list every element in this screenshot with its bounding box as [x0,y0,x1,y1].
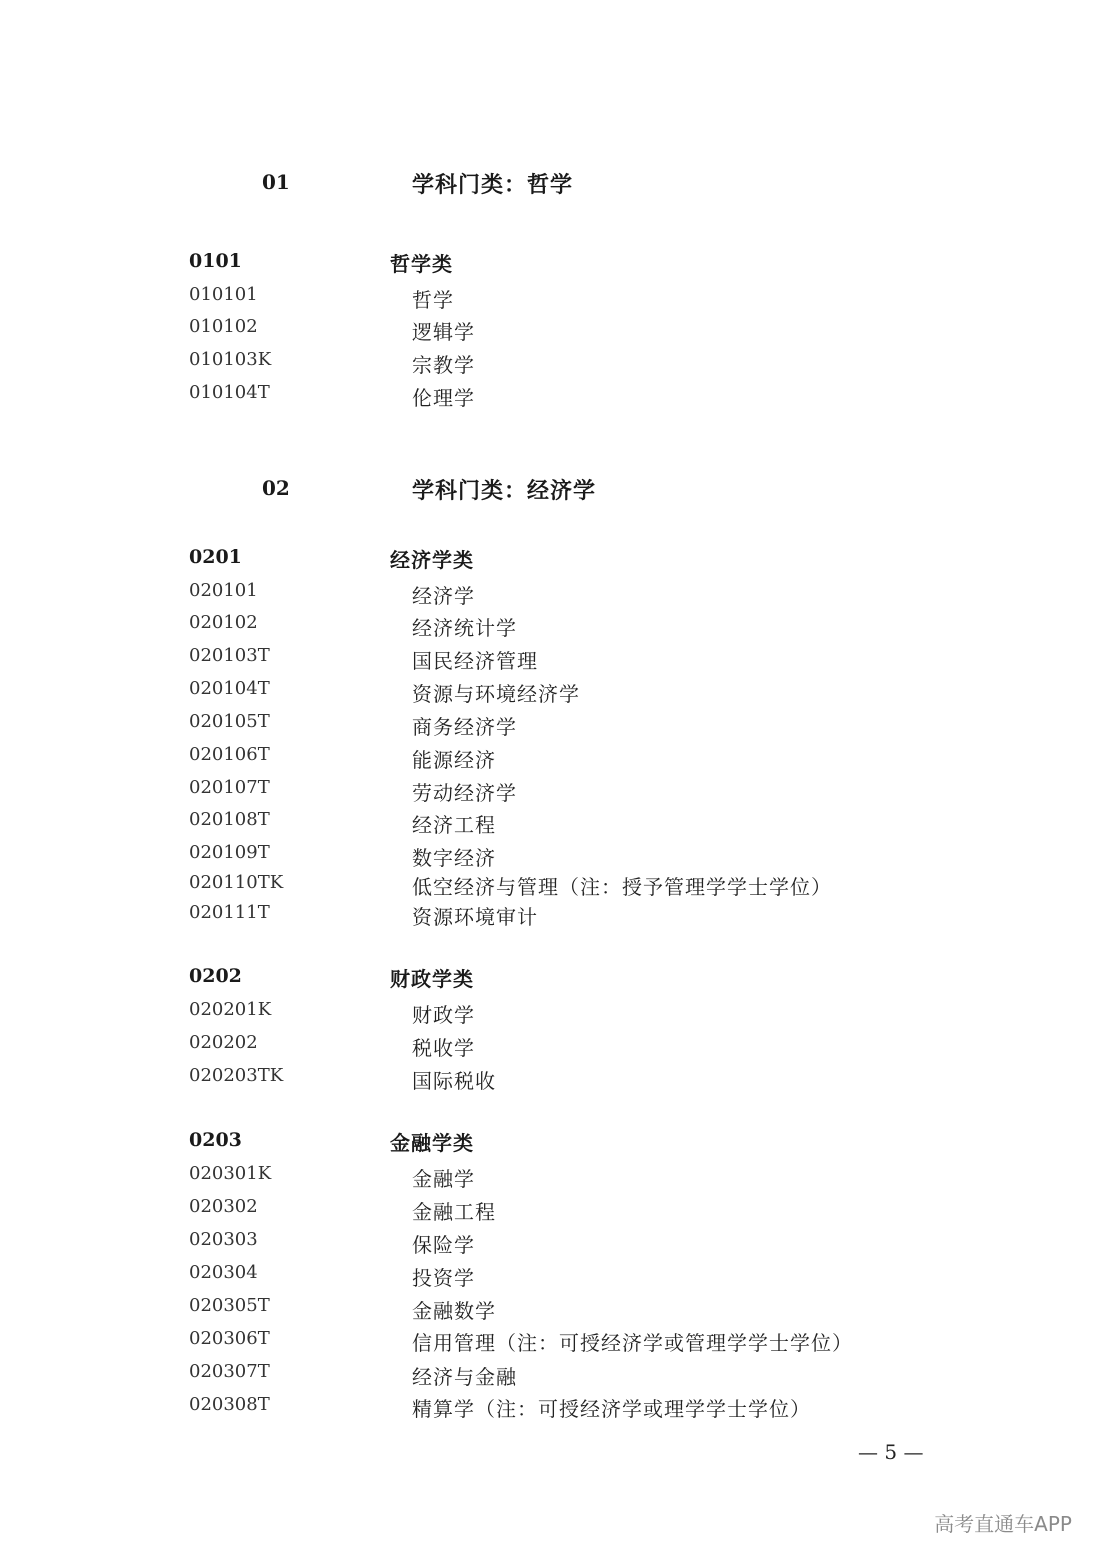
class-name: 哲学类 [390,252,453,276]
major-name: 经济学 [412,584,475,608]
major-code: 020106T [189,744,270,765]
major-name: 金融工程 [412,1200,496,1224]
major-name: 数字经济 [412,846,496,870]
major-code: 010103K [189,349,272,370]
major-name: 资源与环境经济学 [412,682,580,706]
major-code: 020109T [189,842,270,863]
major-code: 020303 [189,1229,258,1250]
watermark: 高考直通车APP [934,1512,1072,1536]
major-code: 020101 [189,580,258,601]
major-name: 伦理学 [412,386,475,410]
major-code: 020201K [189,999,272,1020]
major-name: 经济与金融 [412,1365,517,1389]
major-code: 020105T [189,711,270,732]
major-code: 020305T [189,1295,270,1316]
major-name: 商务经济学 [412,715,517,739]
major-code: 010101 [189,284,258,305]
class-code: 0101 [189,250,242,272]
category-title: 学科门类：经济学 [412,478,597,504]
major-code: 020111T [189,902,270,923]
page-number: — 5 — [858,1440,924,1464]
major-name: 国际税收 [412,1069,496,1093]
major-name: 哲学 [412,288,454,312]
category-code: 01 [262,170,290,194]
major-name: 税收学 [412,1036,475,1060]
class-name: 经济学类 [390,548,474,572]
major-code: 020202 [189,1032,258,1053]
class-name: 金融学类 [390,1131,474,1155]
major-name: 精算学（注：可授经济学或理学学士学位） [412,1397,811,1421]
major-code: 020308T [189,1394,270,1415]
category-code: 02 [262,476,290,500]
major-code: 020103T [189,645,270,666]
major-name: 保险学 [412,1233,475,1257]
major-code: 010104T [189,382,270,403]
major-code: 020307T [189,1361,270,1382]
major-code: 020306T [189,1328,270,1349]
major-name: 信用管理（注：可授经济学或管理学学士学位） [412,1331,853,1355]
major-code: 020102 [189,612,258,633]
major-name: 金融数学 [412,1299,496,1323]
major-code: 020203TK [189,1065,284,1086]
major-name: 逻辑学 [412,320,475,344]
major-name: 经济工程 [412,813,496,837]
major-code: 010102 [189,316,258,337]
major-code: 020304 [189,1262,258,1283]
category-title: 学科门类：哲学 [412,172,574,198]
major-code: 020302 [189,1196,258,1217]
major-name: 国民经济管理 [412,649,538,673]
major-code: 020104T [189,678,270,699]
class-code: 0203 [189,1129,242,1151]
major-name: 能源经济 [412,748,496,772]
major-code: 020110TK [189,872,284,893]
major-name: 金融学 [412,1167,475,1191]
class-code: 0202 [189,965,242,987]
class-name: 财政学类 [390,967,474,991]
major-code: 020108T [189,809,270,830]
class-code: 0201 [189,546,242,568]
major-name: 宗教学 [412,353,475,377]
major-name: 财政学 [412,1003,475,1027]
major-name: 资源环境审计 [412,905,538,929]
major-code: 020301K [189,1163,272,1184]
major-name: 投资学 [412,1266,475,1290]
major-code: 020107T [189,777,270,798]
major-name: 低空经济与管理（注：授予管理学学士学位） [412,875,832,899]
major-name: 经济统计学 [412,616,517,640]
major-name: 劳动经济学 [412,781,517,805]
